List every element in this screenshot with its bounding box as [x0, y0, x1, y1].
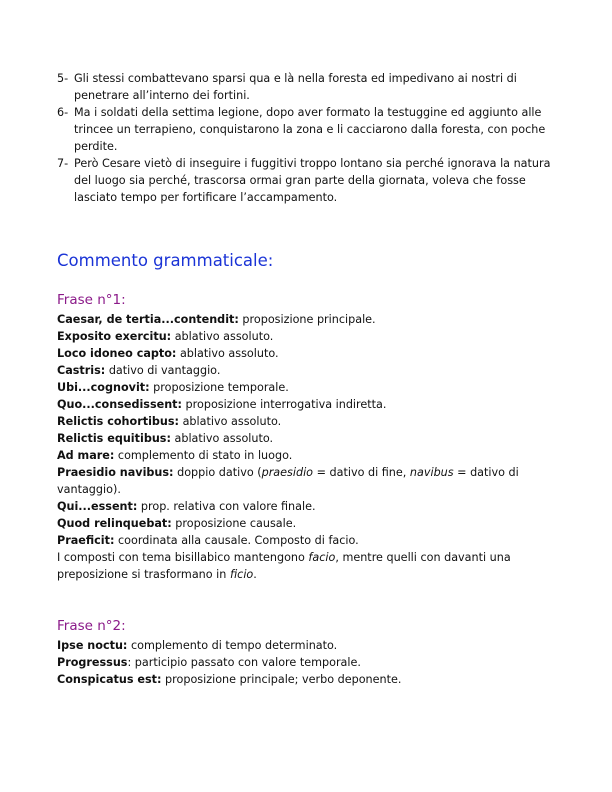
list-text: Però Cesare vietò di inseguire i fuggitivi troppo lontano sia perché ignorava la natura del luogo sia perché, trascorsa ormai gran parte della giornata, voleva che fosse lasciato tempo per fortificare l’accampamento.: [74, 157, 551, 204]
italic-term: navibus: [409, 466, 454, 479]
term: Praeficit:: [57, 534, 115, 547]
note-line: [57, 498, 557, 515]
term: Ubi...cognovit:: [57, 381, 150, 394]
description: proposizione temporale.: [149, 381, 289, 394]
description: proposizione interrogativa indiretta.: [181, 398, 387, 411]
frase-1-section: [57, 290, 557, 583]
term: Quo...consedissent:: [57, 398, 182, 411]
list-number: 6-: [57, 106, 69, 119]
note-line: [57, 413, 557, 430]
description: = dativo di vantaggio).: [57, 466, 519, 496]
term: Relictis cohortibus:: [57, 415, 180, 428]
list-text: Gli stessi combattevano sparsi qua e là nella foresta ed impedivano ai nostri di penetrare all’interno dei fortini.: [74, 72, 517, 102]
term: Quod relinquebat:: [57, 517, 172, 530]
note-line: [57, 396, 557, 413]
section-heading: Commento grammaticale:: [57, 251, 274, 270]
frase-2-section: [57, 616, 557, 688]
term: Ad mare:: [57, 449, 115, 462]
note-line: [57, 362, 557, 379]
description: proposizione causale.: [171, 517, 297, 530]
term: Loco idoneo capto:: [57, 347, 177, 360]
list-text: Ma i soldati della settima legione, dopo aver formato la testuggine ed aggiunto alle trincee un terrapieno, conquistarono la zona e li cacciarono dalla foresta, con poche perdite.: [74, 106, 546, 153]
term: Progressus: [57, 656, 128, 669]
description: prop. relativa con valore finale.: [137, 500, 316, 513]
description: complemento di tempo determinato.: [127, 639, 338, 652]
list-number: 5-: [57, 72, 69, 85]
description: proposizione principale; verbo deponente.: [161, 673, 402, 686]
note-line: [57, 532, 557, 549]
description: ablativo assoluto.: [170, 432, 274, 445]
description: proposizione principale.: [238, 313, 376, 326]
note-line: [57, 430, 557, 447]
description: doppio dativo (: [173, 466, 262, 479]
description: ablativo assoluto.: [176, 347, 279, 360]
list-item: [57, 155, 557, 206]
note-line: [57, 671, 557, 688]
term: Praesidio navibus:: [57, 466, 174, 479]
term: Conspicatus est:: [57, 673, 162, 686]
description: dativo di vantaggio.: [105, 364, 221, 377]
note-text: I composti con tema bisillabico mantengono: [57, 551, 309, 564]
note-line: [57, 654, 557, 671]
description: ablativo assoluto.: [171, 330, 274, 343]
note-line: [57, 447, 557, 464]
note-paragraph: [57, 549, 557, 583]
note-line: [57, 328, 557, 345]
frase-2-title: Frase n°2:: [57, 618, 126, 634]
note-line: [57, 515, 557, 532]
note-line: [57, 379, 557, 396]
term: Ipse noctu:: [57, 639, 128, 652]
term: Caesar, de tertia...contendit:: [57, 313, 239, 326]
italic-term: facio: [308, 551, 336, 564]
italic-term: ficio: [229, 568, 254, 581]
description: coordinata alla causale. Composto di facio.: [114, 534, 359, 547]
description: = dativo di fine,: [313, 466, 410, 479]
numbered-list: [57, 70, 557, 206]
term: Relictis equitibus:: [57, 432, 171, 445]
note-line: [57, 345, 557, 362]
note-line: [57, 311, 557, 328]
list-item: [57, 70, 557, 104]
description: complemento di stato in luogo.: [114, 449, 293, 462]
note-line: [57, 464, 557, 498]
list-item: [57, 104, 557, 155]
italic-term: praesidio: [261, 466, 314, 479]
term: Qui...essent:: [57, 500, 138, 513]
description: ablativo assoluto.: [179, 415, 282, 428]
list-number: 7-: [57, 157, 69, 170]
term: Castris:: [57, 364, 106, 377]
note-line: [57, 637, 557, 654]
frase-1-title: Frase n°1:: [57, 292, 126, 308]
note-text: , mentre quelli con davanti una preposizione si trasformano in: [57, 551, 511, 581]
description: : participio passato con valore temporale.: [127, 656, 361, 669]
note-text: .: [253, 568, 257, 581]
term: Exposito exercitu:: [57, 330, 172, 343]
